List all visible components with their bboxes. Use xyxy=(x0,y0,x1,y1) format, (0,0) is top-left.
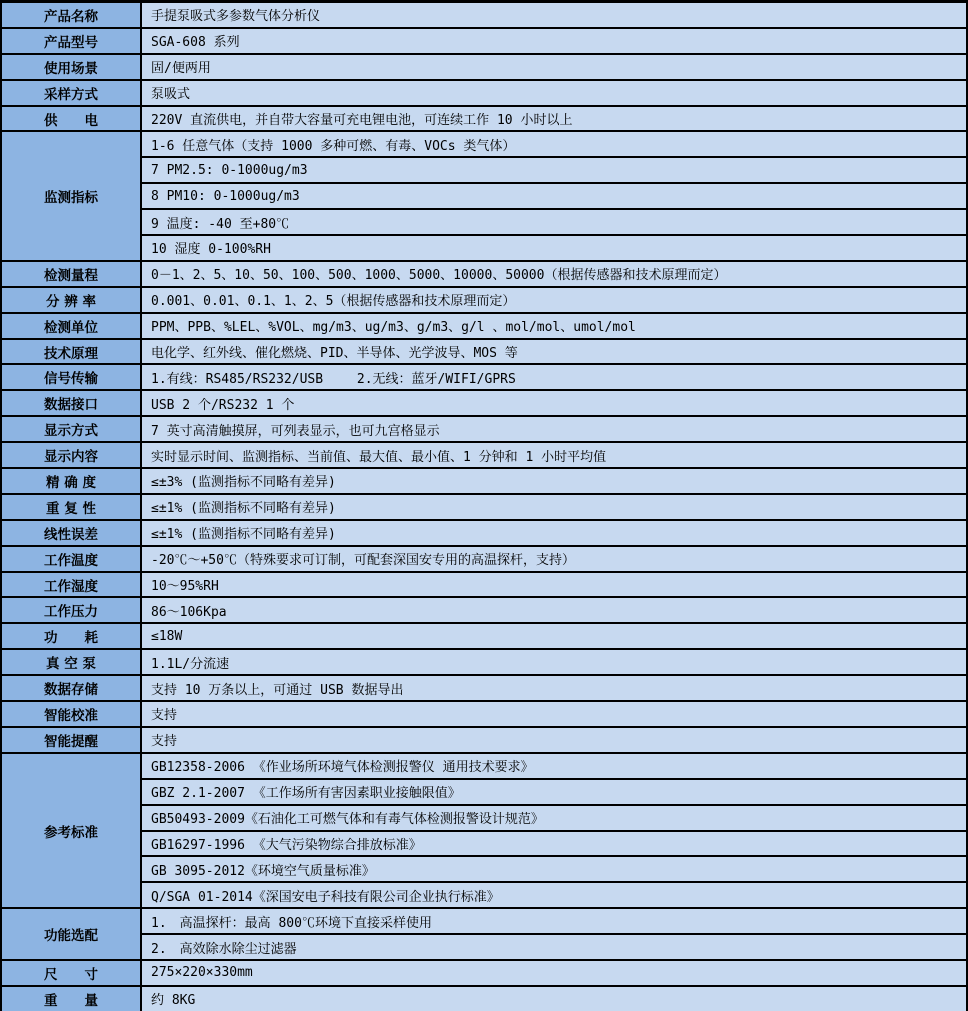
spec-value: 支持 xyxy=(141,701,967,727)
table-row xyxy=(1,727,967,753)
table-row xyxy=(1,54,967,80)
table-row xyxy=(1,649,967,675)
spec-label: 检测量程 xyxy=(1,261,141,287)
table-row xyxy=(1,313,967,339)
spec-label: 线性误差 xyxy=(1,520,141,546)
spec-value: 泵吸式 xyxy=(141,80,967,106)
table-row xyxy=(1,157,967,183)
spec-label: 数据接口 xyxy=(1,390,141,416)
table-row xyxy=(1,753,967,779)
spec-label: 智能校准 xyxy=(1,701,141,727)
spec-value: 220V 直流供电，并自带大容量可充电锂电池，可连续工作 10 小时以上 xyxy=(141,106,967,132)
spec-value: 1.1L/分流速 xyxy=(141,649,967,675)
spec-label: 信号传输 xyxy=(1,364,141,390)
spec-value: GB 3095-2012《环境空气质量标准》 xyxy=(141,856,967,882)
table-row xyxy=(1,80,967,106)
table-row xyxy=(1,675,967,701)
spec-label: 使用场景 xyxy=(1,54,141,80)
table-row xyxy=(1,986,967,1011)
table-row xyxy=(1,364,967,390)
spec-label: 重 复 性 xyxy=(1,494,141,520)
spec-value: 8 PM10: 0-1000ug/m3 xyxy=(141,183,967,209)
spec-label: 功能选配 xyxy=(1,908,141,960)
spec-label: 检测单位 xyxy=(1,313,141,339)
spec-value: PPM、PPB、%LEL、%VOL、mg/m3、ug/m3、g/m3、g/l 、mol/mol、umol/mol xyxy=(141,313,967,339)
spec-label: 工作温度 xyxy=(1,546,141,572)
table-row xyxy=(1,701,967,727)
table-row xyxy=(1,261,967,287)
spec-value: SGA-608 系列 xyxy=(141,28,967,54)
spec-value: 86～106Kpa xyxy=(141,597,967,623)
spec-value: 约 8KG xyxy=(141,986,967,1011)
spec-value: 9 温度: -40 至+80℃ xyxy=(141,209,967,235)
spec-value: ≤±3% (监测指标不同略有差异) xyxy=(141,468,967,494)
table-row xyxy=(1,546,967,572)
spec-label: 工作湿度 xyxy=(1,572,141,598)
table-row xyxy=(1,339,967,365)
spec-value: 支持 xyxy=(141,727,967,753)
table-row xyxy=(1,934,967,960)
table-row xyxy=(1,235,967,261)
table-row xyxy=(1,390,967,416)
spec-value: 手提泵吸式多参数气体分析仪 xyxy=(141,2,967,28)
table-row xyxy=(1,623,967,649)
table-row xyxy=(1,572,967,598)
table-row xyxy=(1,183,967,209)
spec-value: 1-6 任意气体（支持 1000 多种可燃、有毒、VOCs 类气体） xyxy=(141,131,967,157)
spec-label: 供 电 xyxy=(1,106,141,132)
product-spec-table xyxy=(0,1,968,1011)
spec-label: 显示内容 xyxy=(1,442,141,468)
spec-value: 固/便两用 xyxy=(141,54,967,80)
table-row xyxy=(1,2,967,28)
table-row xyxy=(1,908,967,934)
spec-label: 产品型号 xyxy=(1,28,141,54)
spec-label: 功 耗 xyxy=(1,623,141,649)
spec-label: 尺 寸 xyxy=(1,960,141,986)
spec-value: 275×220×330mm xyxy=(141,960,967,986)
spec-label: 智能提醒 xyxy=(1,727,141,753)
spec-label: 采样方式 xyxy=(1,80,141,106)
table-row xyxy=(1,287,967,313)
spec-value: Q/SGA 01-2014《深国安电子科技有限公司企业执行标准》 xyxy=(141,882,967,908)
spec-value: 10～95%RH xyxy=(141,572,967,598)
spec-value: ≤±1% (监测指标不同略有差异) xyxy=(141,520,967,546)
table-row xyxy=(1,960,967,986)
spec-label: 精 确 度 xyxy=(1,468,141,494)
spec-value: 支持 10 万条以上，可通过 USB 数据导出 xyxy=(141,675,967,701)
spec-label: 数据存储 xyxy=(1,675,141,701)
table-row xyxy=(1,131,967,157)
table-row xyxy=(1,209,967,235)
table-row xyxy=(1,597,967,623)
table-row xyxy=(1,805,967,831)
spec-value: 1.有线：RS485/RS232/USB 2.无线：蓝牙/WIFI/GPRS xyxy=(141,364,967,390)
spec-value: 0.001、0.01、0.1、1、2、5（根据传感器和技术原理而定） xyxy=(141,287,967,313)
spec-value: ≤18W xyxy=(141,623,967,649)
table-row xyxy=(1,442,967,468)
spec-label: 分 辨 率 xyxy=(1,287,141,313)
spec-value: 2. 高效除水除尘过滤器 xyxy=(141,934,967,960)
table-row xyxy=(1,856,967,882)
spec-value: ≤±1% (监测指标不同略有差异) xyxy=(141,494,967,520)
table-row xyxy=(1,28,967,54)
spec-value: GB50493-2009《石油化工可燃气体和有毒气体检测报警设计规范》 xyxy=(141,805,967,831)
table-row xyxy=(1,779,967,805)
table-row xyxy=(1,468,967,494)
spec-label: 显示方式 xyxy=(1,416,141,442)
spec-value: 7 PM2.5: 0-1000ug/m3 xyxy=(141,157,967,183)
table-row xyxy=(1,494,967,520)
spec-label: 工作压力 xyxy=(1,597,141,623)
spec-value: 0－1、2、5、10、50、100、500、1000、5000、10000、50000（根据传感器和技术原理而定） xyxy=(141,261,967,287)
spec-label: 真 空 泵 xyxy=(1,649,141,675)
table-row xyxy=(1,416,967,442)
spec-value: 10 湿度 0-100%RH xyxy=(141,235,967,261)
spec-label: 重 量 xyxy=(1,986,141,1011)
table-row xyxy=(1,520,967,546)
spec-value: GBZ 2.1-2007 《工作场所有害因素职业接触限值》 xyxy=(141,779,967,805)
spec-value: GB12358-2006 《作业场所环境气体检测报警仪 通用技术要求》 xyxy=(141,753,967,779)
spec-value: GB16297-1996 《大气污染物综合排放标准》 xyxy=(141,831,967,857)
spec-value: 电化学、红外线、催化燃烧、PID、半导体、光学波导、MOS 等 xyxy=(141,339,967,365)
table-row xyxy=(1,831,967,857)
spec-label: 产品名称 xyxy=(1,2,141,28)
spec-value: 1. 高温探杆：最高 800℃环境下直接采样使用 xyxy=(141,908,967,934)
table-row xyxy=(1,106,967,132)
table-row xyxy=(1,882,967,908)
spec-value: -20℃～+50℃（特殊要求可订制，可配套深国安专用的高温探杆，支持） xyxy=(141,546,967,572)
spec-label: 参考标准 xyxy=(1,753,141,908)
spec-value: USB 2 个/RS232 1 个 xyxy=(141,390,967,416)
spec-table-body xyxy=(1,2,967,1011)
spec-value: 实时显示时间、监测指标、当前值、最大值、最小值、1 分钟和 1 小时平均值 xyxy=(141,442,967,468)
spec-label: 监测指标 xyxy=(1,131,141,260)
spec-label: 技术原理 xyxy=(1,339,141,365)
spec-value: 7 英寸高清触摸屏，可列表显示，也可九宫格显示 xyxy=(141,416,967,442)
